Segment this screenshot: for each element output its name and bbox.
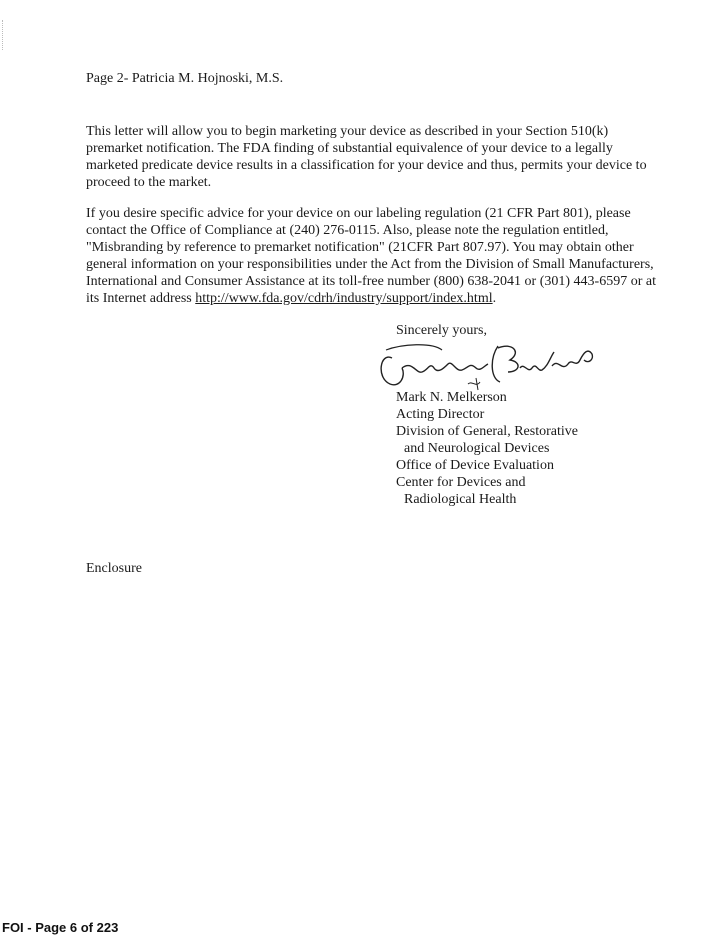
signatory-name: Mark N. Melkerson [396, 390, 507, 405]
paragraph-marketing: This letter will allow you to begin marketing your device as described in your Section 510(k) premarket notification. The FDA finding of substantial equivalence of your device to a legally marketed predicate device results in a classification for your device and thus, permits your device to proceed to the market. [86, 124, 647, 190]
signatory-center: Center for Devices and [396, 475, 526, 490]
page-header: Page 2- Patricia M. Hojnoski, M.S. [86, 71, 284, 86]
enclosure-label: Enclosure [86, 561, 142, 576]
signatory-center-cont: Radiological Health [404, 492, 517, 507]
signatory-division-cont: and Neurological Devices [404, 441, 550, 456]
paragraph-advice-end: . [492, 291, 497, 306]
signatory-division: Division of General, Restorative [396, 424, 578, 439]
signatory-block [396, 389, 578, 508]
paragraph-advice [86, 205, 660, 307]
paragraph-advice-text: If you desire specific advice for your device on our labeling regulation (21 CFR Part 801), please contact the Office of Compliance at (240) 276-0115. Also, please note the regulation entitled, "Misbranding by reference to premarket notification" (21CFR Part 807.97). You may obtain other general information on your responsibilities under the Act from the Division of Small Manufacturers, International and Consumer Assistance at its toll-free number (800) 638-2041 or (301) 443-6597 or at its Internet address [86, 206, 656, 306]
signatory-title: Acting Director [396, 407, 485, 422]
fda-internet-link[interactable]: http://www.fda.gov/cdrh/industry/support/index.html [195, 291, 493, 306]
signatory-office: Office of Device Evaluation [396, 458, 554, 473]
margin-marks [2, 20, 4, 50]
closing-salutation: Sincerely yours, [396, 323, 487, 338]
page-footer: FOI - Page 6 of 223 [2, 920, 119, 935]
